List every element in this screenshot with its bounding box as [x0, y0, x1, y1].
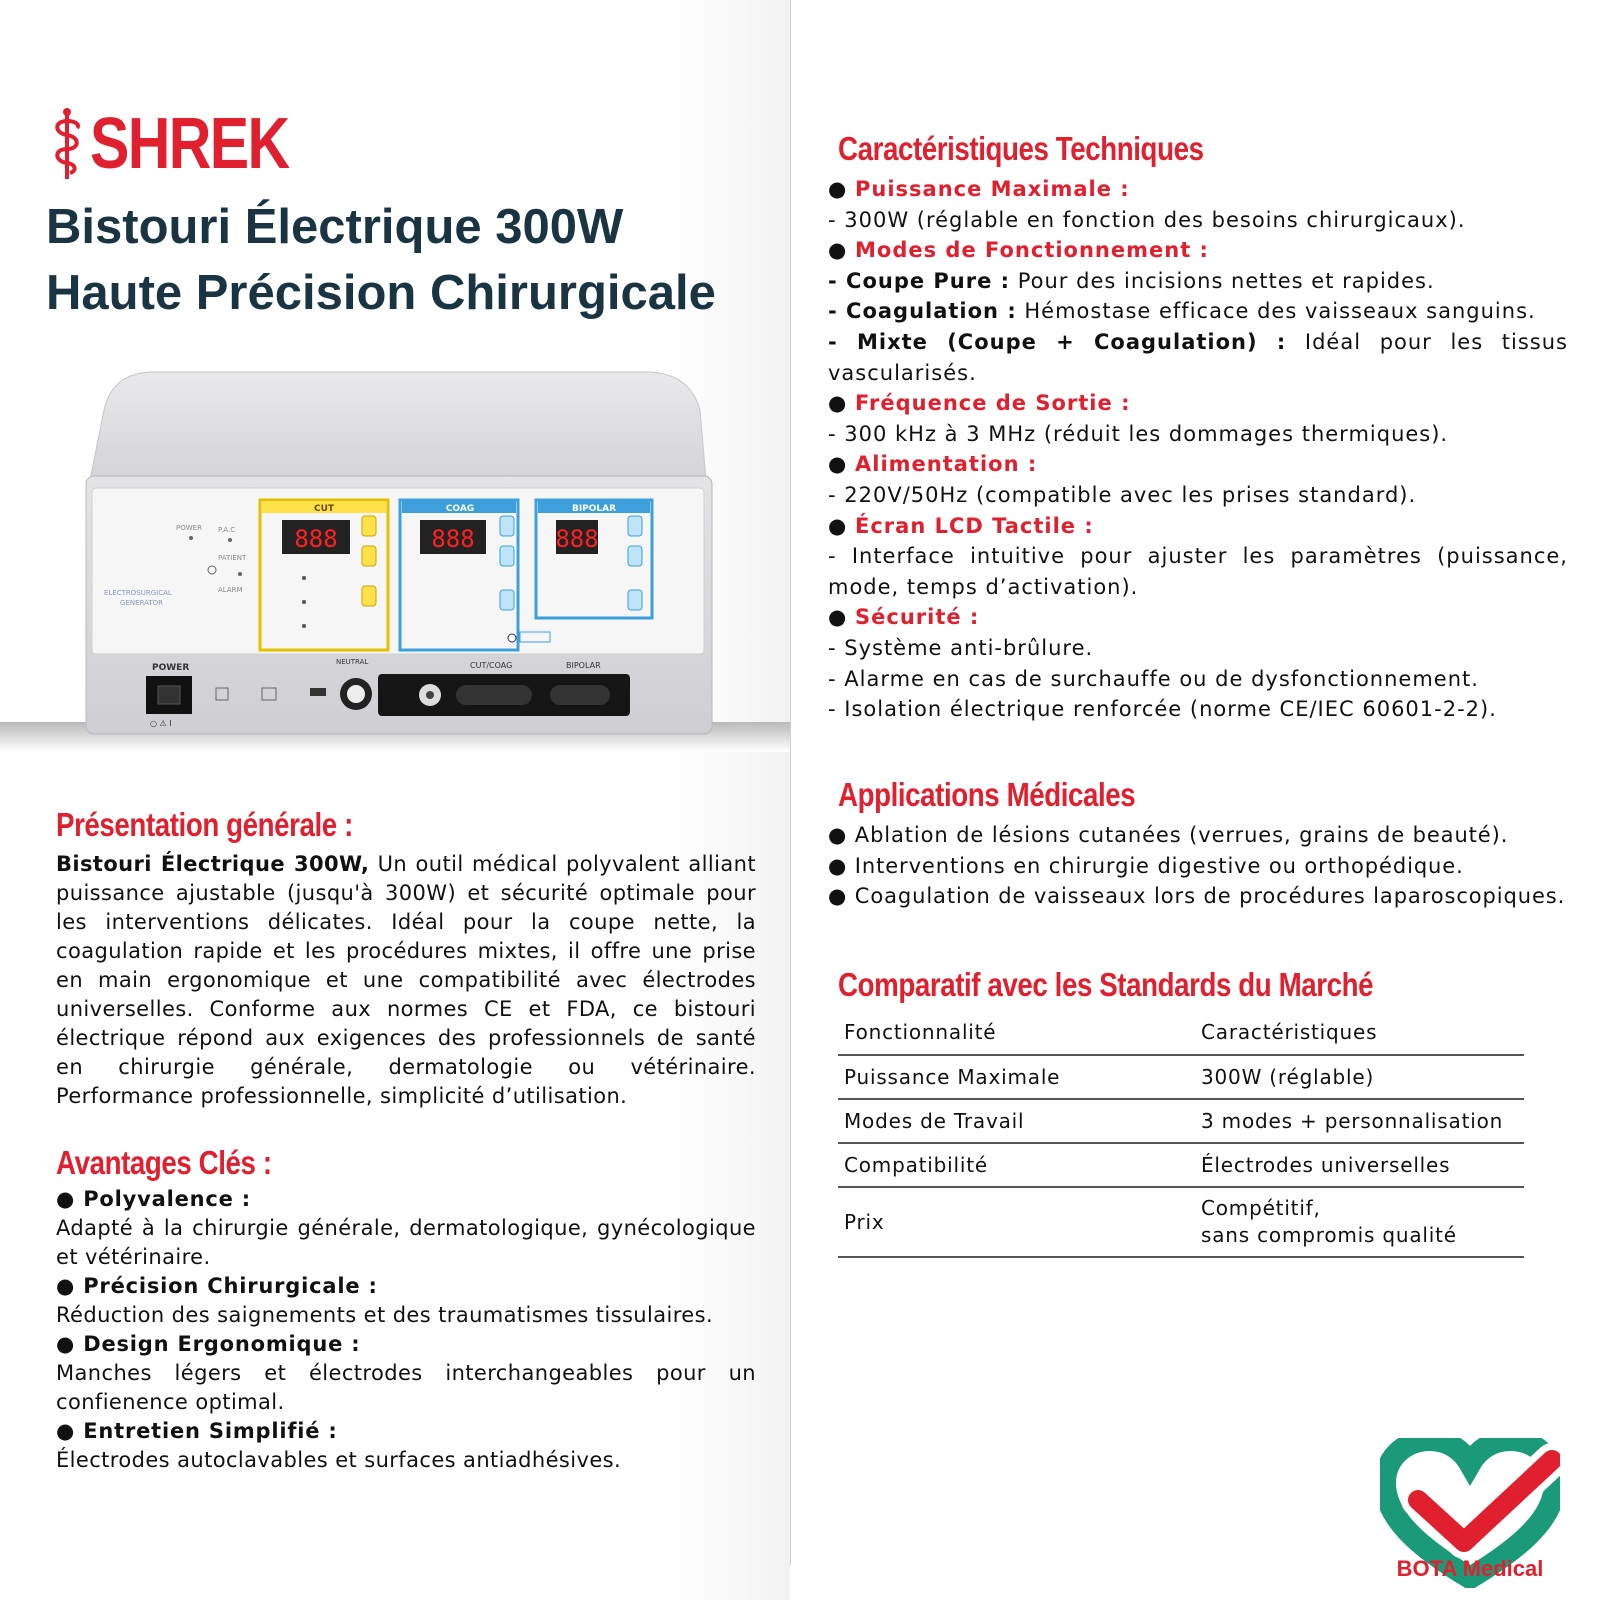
brand — [50, 104, 332, 184]
presentation-title: Présentation générale : — [56, 806, 353, 843]
advantage-description: Adapté à la chirurgie générale, dermatologique, gynécologique et vétérinaire. — [56, 1216, 756, 1269]
table-header-cell: Caractéristiques — [1195, 1010, 1524, 1055]
table-cell: Compatibilité — [838, 1143, 1195, 1187]
cut-display: 888 — [294, 525, 338, 553]
spec-heading: ● Sécurité : — [828, 605, 980, 630]
brand-name: SHREK — [90, 104, 289, 184]
presentation-text — [56, 850, 756, 1111]
list-item: ● Interventions en chirurgie digestive ou orthopédique. — [828, 853, 1464, 878]
bipolar-label: BIPOLAR — [571, 504, 617, 514]
table-cell: Modes de Travail — [838, 1099, 1195, 1143]
advantage-heading: ● Précision Chirurgicale : — [56, 1274, 378, 1298]
cut-coag-port-label: CUT/COAG — [470, 661, 513, 670]
table-row — [838, 1099, 1524, 1143]
advantage-description: Électrodes autoclavables et surfaces antiadhésives. — [56, 1448, 622, 1472]
product-title-line-2: Haute Précision Chirurgicale — [46, 266, 716, 320]
power-indicator-label: POWER — [176, 524, 202, 532]
table-row — [838, 1143, 1524, 1187]
svg-text:PATIENT: PATIENT — [218, 554, 247, 562]
list-item — [56, 1330, 756, 1417]
table-cell: 300W (réglable) — [1195, 1055, 1524, 1099]
spec-heading: ● Alimentation : — [828, 452, 1038, 477]
spec-heading: ● Fréquence de Sortie : — [828, 391, 1131, 416]
product-title-line-1: Bistouri Électrique 300W — [46, 200, 624, 254]
table-header-cell: Fonctionnalité — [838, 1010, 1195, 1055]
neutral-label: NEUTRAL — [336, 658, 369, 666]
list-item: ● Ablation de lésions cutanées (verrues, grains de beauté). — [828, 823, 1509, 847]
advantages-title: Avantages Clés : — [56, 1144, 272, 1181]
bipolar-port-label: BIPOLAR — [566, 661, 601, 670]
generator-label-1: ELECTROSURGICAL — [104, 589, 172, 597]
power-switch-label: POWER — [152, 663, 190, 673]
applications-list — [828, 820, 1568, 912]
footer-brand-text: BOTA Medical — [1396, 1556, 1544, 1581]
advantage-heading: ● Polyvalence : — [56, 1187, 251, 1211]
bullet: ● — [828, 391, 855, 416]
comparison-table — [838, 1010, 1524, 1258]
spec-line: - 300 kHz à 3 MHz (réduit les dommages thermiques). — [828, 421, 1449, 446]
electrosurgical-generator-illustration — [0, 370, 790, 780]
spec-line: - Alarme en cas de surchauffe ou de dysfonctionnement. — [828, 666, 1479, 691]
table-cell: 3 modes + personnalisation — [1195, 1099, 1524, 1143]
technical-title: Caractéristiques Techniques — [838, 130, 1204, 167]
spec-line: - Coupe Pure : Pour des incisions nettes et rapides. — [828, 268, 1435, 293]
spec-heading: ● Puissance Maximale : — [828, 177, 1130, 201]
spec-line: - Système anti-brûlure. — [828, 635, 1094, 660]
bullet: ● — [828, 605, 855, 630]
bullet: ● — [828, 452, 855, 477]
spec-line: - Coagulation : Hémostase efficace des vaisseaux sanguins. — [828, 299, 1536, 324]
technical-specs — [828, 174, 1568, 725]
comparison-title: Comparatif avec les Standards du Marché — [838, 966, 1374, 1003]
presentation-lead: Bistouri Électrique 300W, — [56, 852, 370, 876]
coag-label: COAG — [445, 504, 475, 514]
list-item — [56, 1272, 756, 1330]
spec-heading: ● Modes de Fonctionnement : — [828, 238, 1209, 263]
spec-line: - Mixte (Coupe + Coagulation) : Idéal pour les tissus vascularisés. — [828, 329, 1568, 385]
device-image — [0, 370, 790, 780]
advantage-heading: ● Entretien Simplifié : — [56, 1419, 338, 1443]
spec-line: - 220V/50Hz (compatible avec les prises standard). — [828, 482, 1417, 507]
spec-line: - Interface intuitive pour ajuster les paramètres (puissance, mode, temps d’activation). — [828, 544, 1568, 599]
bullet: ● — [828, 238, 855, 263]
generator-label-2: GENERATOR — [120, 599, 163, 607]
spec-heading: ● Écran LCD Tactile : — [828, 513, 1094, 538]
table-row — [838, 1055, 1524, 1099]
table-cell-line: sans compromis qualité — [1201, 1223, 1457, 1247]
spec-line: - Isolation électrique renforcée (norme CE/IEC 60601-2-2). — [828, 697, 1497, 722]
svg-text:P.A.C: P.A.C — [218, 526, 236, 534]
advantage-heading: ● Design Ergonomique : — [56, 1332, 361, 1356]
caduceus-icon — [50, 107, 84, 181]
advantage-description: Réduction des saignements et des traumatismes tissulaires. — [56, 1303, 714, 1327]
bullet: ● — [828, 513, 855, 538]
table-cell — [1195, 1187, 1524, 1257]
cut-label: CUT — [313, 504, 335, 514]
column-divider — [790, 0, 791, 1565]
advantage-description: Manches légers et électrodes interchangeables pour un confienence optimal. — [56, 1361, 756, 1414]
svg-text:○ ⚠ I: ○ ⚠ I — [150, 719, 172, 728]
svg-text:ALARM: ALARM — [218, 586, 243, 594]
table-cell: Électrodes universelles — [1195, 1143, 1524, 1187]
table-cell-line: Compétitif, — [1201, 1196, 1321, 1220]
applications-title: Applications Médicales — [838, 776, 1136, 813]
list-item — [56, 1417, 756, 1475]
coag-display: 888 — [431, 525, 475, 553]
list-item — [56, 1185, 756, 1272]
list-item: ● Coagulation de vaisseaux lors de procédures laparoscopiques. — [828, 884, 1566, 909]
table-cell: Puissance Maximale — [838, 1055, 1195, 1099]
table-header-row — [838, 1010, 1524, 1055]
table-row — [838, 1187, 1524, 1257]
bipolar-display: 888 — [555, 525, 599, 553]
presentation-body: Un outil médical polyvalent alliant puissance ajustable (jusqu'à 300W) et sécurité optimale pour les interventions délicates. Idéal pour la coupe nette, la coagulation rapide et les procédures mixtes, il offre une prise en main ergonomique et une compatibilité avec électrodes universelles. Conforme aux normes CE et FDA, ce bistouri électrique répond aux exigences des professionnels de santé en chirurgie générale, dermatologie ou vétérinaire. Performance professionnelle, simplicité d’utilisation. — [56, 852, 756, 1108]
advantages-list — [56, 1185, 756, 1475]
bullet: ● — [828, 177, 855, 201]
product-title — [46, 194, 786, 326]
table-cell: Prix — [838, 1187, 1195, 1257]
spec-line: - 300W (réglable en fonction des besoins chirurgicaux). — [828, 207, 1466, 232]
